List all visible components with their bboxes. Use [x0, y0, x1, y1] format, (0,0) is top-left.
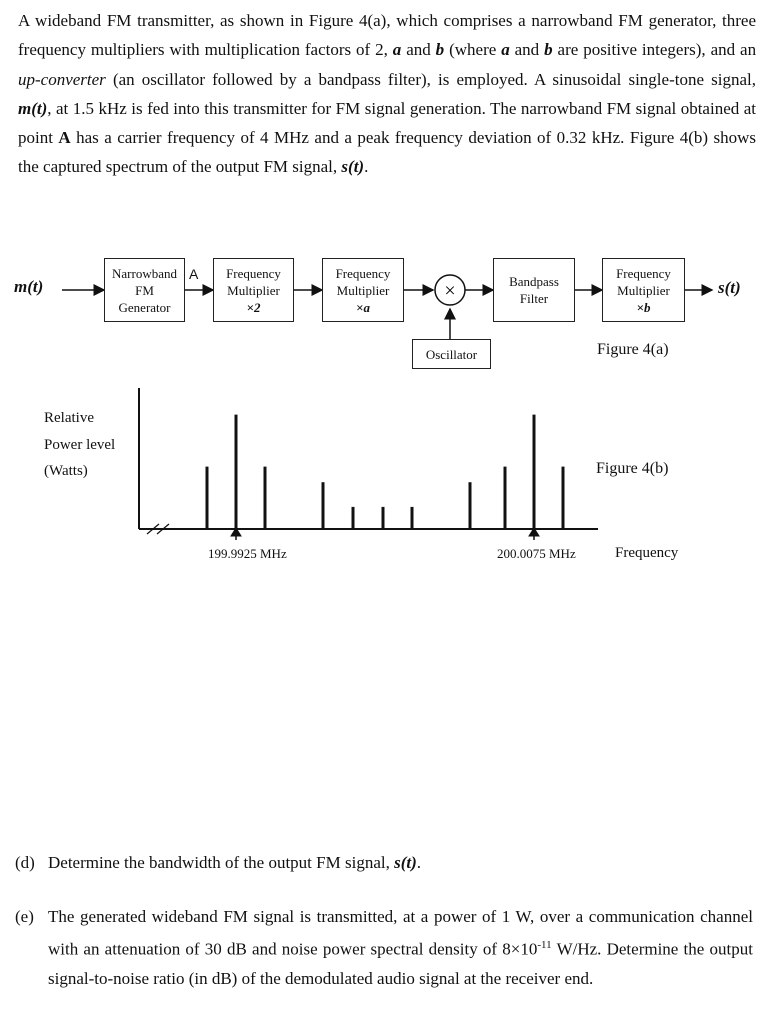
spectrum-ylabel-line3: (Watts): [44, 463, 88, 479]
frequency-axis-label: Frequency: [615, 545, 679, 561]
frequency-multiplier-2-block: Frequency Multiplier ×2: [213, 258, 294, 322]
question-d-label: (d): [15, 853, 35, 872]
question-e-label: (e): [15, 907, 34, 926]
intro-paragraph: A wideband FM transmitter, as shown in Figure 4(a), which comprises a narrowband FM generator, three frequency multipliers with multiplication factors of 2, a and b (where a and b are positive integers), and an up-converter (an oscillator followed by a bandpass filter), is employed. A sinusoidal single-tone signal, m(t), at 1.5 kHz is fed into this transmitter for FM signal generation. The narrowband FM signal obtained at point A has a carrier frequency of 4 MHz and a peak frequency deviation of 0.32 kHz. Figure 4(b) shows the captured spectrum of the output FM signal, s(t).: [18, 11, 757, 177]
oscillator-block: Oscillator: [412, 339, 491, 369]
figure-4b-caption: Figure 4(b): [596, 460, 669, 477]
spectrum-ylabel-line1: Relative: [44, 410, 94, 426]
frequency-multiplier-a-block: Frequency Multiplier ×a: [322, 258, 404, 322]
input-signal-label: m(t): [14, 277, 44, 296]
marker-right-label: 200.0075 MHz: [497, 546, 576, 561]
figure-4a-caption: Figure 4(a): [597, 341, 669, 358]
bandpass-filter-block: Bandpass Filter: [493, 258, 575, 322]
frequency-multiplier-b-block: Frequency Multiplier ×b: [602, 258, 685, 322]
question-d-text: Determine the bandwidth of the output FM signal, s(t).: [48, 853, 422, 872]
marker-left-label: 199.9925 MHz: [208, 546, 287, 561]
narrowband-fm-generator-block: Narrowband FM Generator: [104, 258, 185, 322]
question-e-text: The generated wideband FM signal is transmitted, at a power of 1 W, over a communication channel with an attenuation of 30 dB and noise power spectral density of $8\times 10^{-11}$ W/Hz. Determine the output signal-to-noise ratio (in dB) of the demodulated audio signal at the receiver end.: [48, 907, 753, 988]
mixer-symbol: ×: [444, 280, 456, 302]
output-signal-label: s(t): [718, 278, 741, 297]
point-a-label: A: [189, 266, 199, 282]
spectrum-ylabel-line2: Power level: [44, 437, 116, 453]
